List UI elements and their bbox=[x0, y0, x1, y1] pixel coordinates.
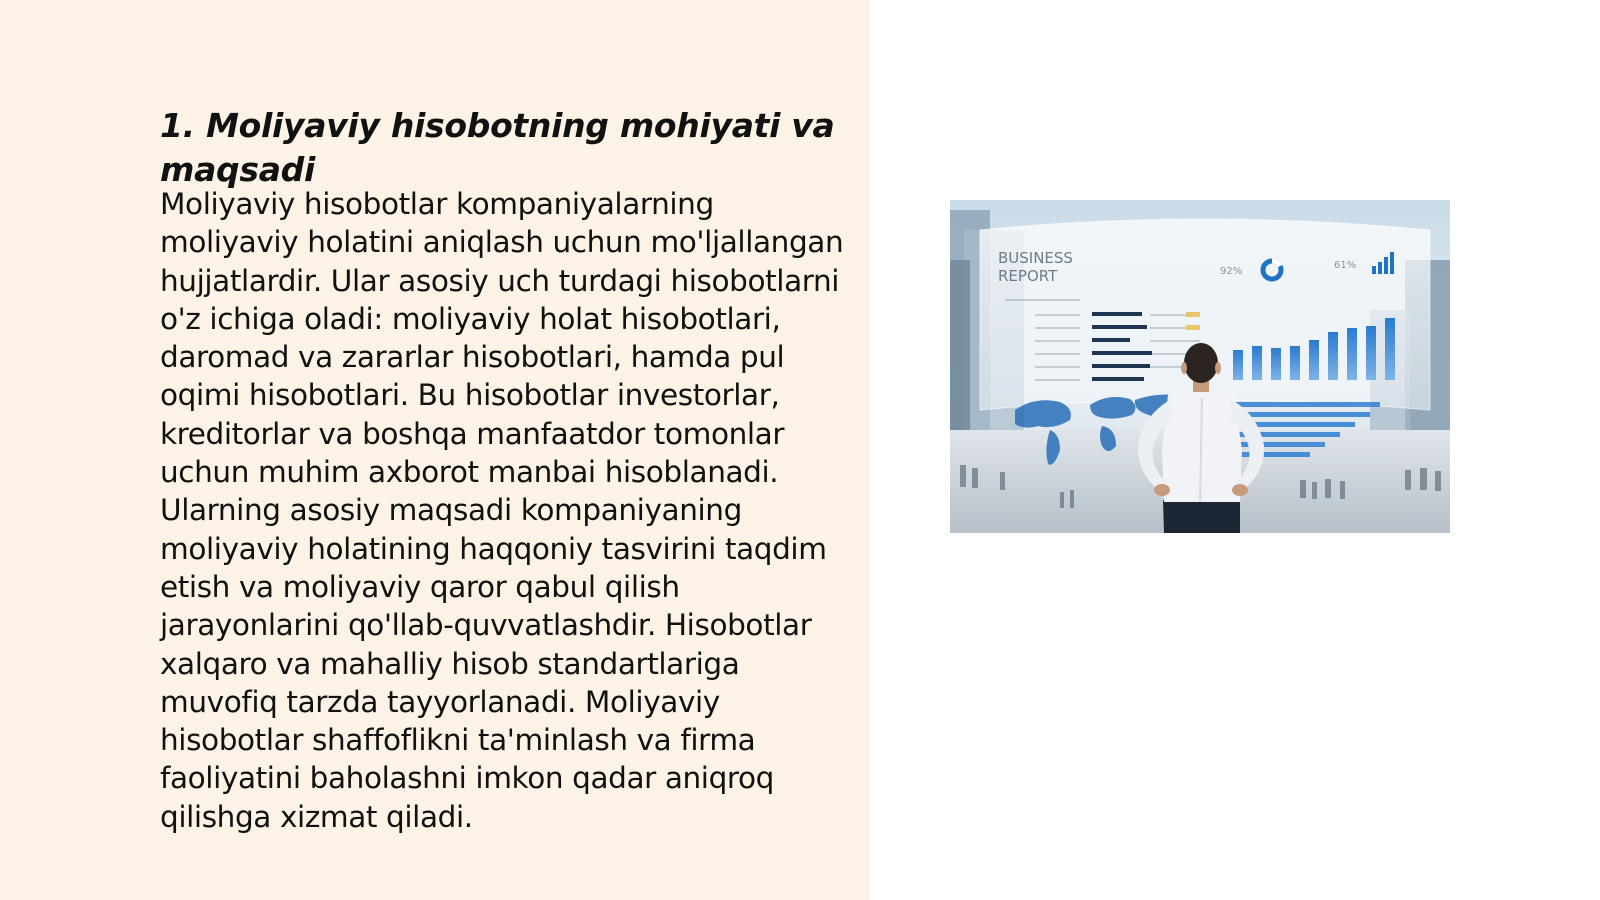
image-stat-1: 92% bbox=[1220, 266, 1243, 277]
slide-title: 1. Moliyaviy hisobotning mohiyati va maqsadi bbox=[160, 106, 835, 189]
image-headline-2: REPORT bbox=[998, 267, 1058, 285]
slide-body-text: Moliyaviy hisobotlar kompaniyalarning moliyaviy holatini aniqlash uchun mo'ljallangan hujjatlardir. Ular asosiy uch turdagi hisobotlarni o'z ichiga oladi: moliyaviy holat hisobotlari, daromad va zararlar hisobotlari, hamda pul oqimi hisobotlari. Bu hisobotlar investorlar, kreditorlar va boshqa manfaatdor tomonlar uchun muhim axborot manbai hisoblanadi. Ularning asosiy maqsadi kompaniyaning moliyaviy holatining haqqoniy tasvirini taqdim etish va moliyaviy qaror qabul qilish jarayonlarini qo'llab-quvvatlashdir. Hisobotlar xalqaro va mahalliy hisob standartlariga muvofiq tarzda tayyorlanadi. Moliyaviy hisobotlar shaffoflikni ta'minlash va firma faoliyatini baholashni imkon qadar aniqroq qilishga xizmat qiladi. bbox=[160, 187, 844, 834]
business-report-image bbox=[950, 200, 1450, 533]
image-stat-2: 61% bbox=[1334, 260, 1357, 271]
image-headline-1: BUSINESS bbox=[998, 249, 1073, 267]
